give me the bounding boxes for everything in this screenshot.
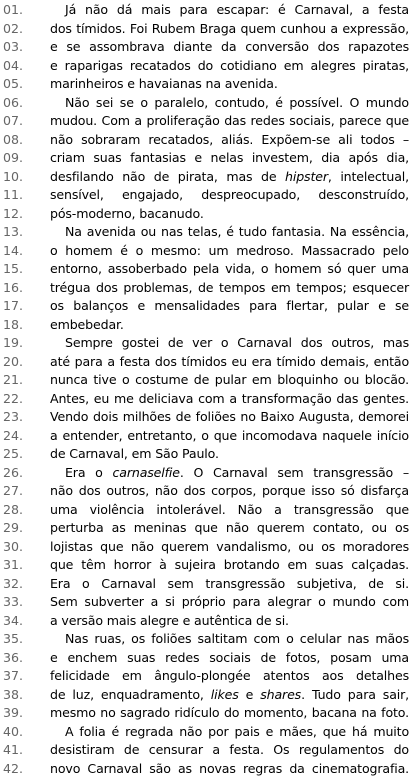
line-number: 22. <box>3 390 24 406</box>
line-number: 01. <box>3 2 24 17</box>
text-line <box>0 205 413 224</box>
text-line <box>0 704 413 723</box>
line-number: 41. <box>3 742 24 757</box>
line-number: 19. <box>3 335 24 350</box>
line-number: 40. <box>3 723 24 739</box>
line-number: 11. <box>3 187 24 202</box>
line-number: 10. <box>3 168 24 184</box>
text-line <box>0 464 413 483</box>
text-line <box>0 445 413 464</box>
line-text: que têm horror à sujeira brotando em suas calçadas. <box>50 557 409 572</box>
line-text: mesmo no sagrado ridículo do momento, bacana na foto. <box>50 705 409 720</box>
line-number: 27. <box>3 483 24 498</box>
text-line <box>0 131 413 150</box>
line-number: 29. <box>3 520 24 535</box>
line-number: 34. <box>3 612 24 628</box>
line-text: Sem subverter a si próprio para alegrar o mundo com <box>50 594 409 609</box>
text-line <box>0 686 413 705</box>
line-text: A folia é regrada não por pais e mães, que há muito <box>65 723 409 739</box>
line-text: nunca tive o costume de pular em bloquinho ou blocão. <box>50 372 409 387</box>
text-line <box>0 279 413 298</box>
line-number: 25. <box>3 446 24 461</box>
line-text: Nas ruas, os foliões saltitam com o celular nas mãos <box>65 631 409 646</box>
line-number: 35. <box>3 631 24 646</box>
line-text: felicidade em ângulo-plongée atentos aos detalhes <box>50 668 409 683</box>
line-number: 23. <box>3 409 24 424</box>
text-line <box>0 149 413 168</box>
line-number: 07. <box>3 113 24 128</box>
text-line <box>0 186 413 205</box>
line-text: trégua dos problemas, de tempos em tempos; esquecer <box>50 279 409 295</box>
text-line <box>0 575 413 594</box>
line-text: o homem é o mesmo: um medroso. Massacrado pelo <box>50 242 409 258</box>
line-number: 28. <box>3 501 24 517</box>
line-number: 05. <box>3 76 24 91</box>
line-text: não dos outros, não dos corpos, porque isso só disfarça <box>50 483 409 498</box>
text-line <box>0 316 413 335</box>
line-number: 17. <box>3 298 24 313</box>
text-line <box>0 519 413 538</box>
line-text: perturba as meninas que não querem contato, ou os <box>50 520 409 535</box>
line-text: novo Carnaval são as novas regras da cinematografia. <box>50 760 409 776</box>
text-line <box>0 242 413 261</box>
text-line <box>0 260 413 279</box>
text-line <box>0 667 413 686</box>
text-line <box>0 427 413 446</box>
line-number: 38. <box>3 686 24 702</box>
text-line <box>0 20 413 39</box>
line-number: 42. <box>3 760 24 776</box>
line-text: desistiram de censurar a festa. Os regulamentos do <box>50 742 409 757</box>
line-number: 14. <box>3 242 24 258</box>
line-text: embebedar. <box>50 316 124 332</box>
line-number: 24. <box>3 427 24 443</box>
line-text: a entender, entretanto, o que incomodava naquele início <box>50 427 409 443</box>
line-text: marinheiros e havaianas na avenida. <box>50 76 278 91</box>
text-line <box>0 630 413 649</box>
text-line <box>0 482 413 501</box>
line-text: mudou. Com a proliferação das redes sociais, parece que <box>50 113 409 128</box>
line-text: Sempre gostei de ver o Carnaval dos outros, mas <box>65 335 409 350</box>
text-line <box>0 593 413 612</box>
line-number: 02. <box>3 20 24 36</box>
text-line <box>0 612 413 631</box>
line-text: de luz, enquadramento, likes e shares. Tudo para sair, <box>50 686 409 702</box>
line-number: 13. <box>3 224 24 239</box>
line-text: Vendo dois milhões de foliões no Baixo Augusta, demorei <box>50 409 409 424</box>
line-text: entorno, assoberbado pela vida, o homem só quer uma <box>50 261 409 276</box>
line-text: sensível, engajado, despreocupado, desconstruído, <box>50 187 409 202</box>
text-line <box>0 75 413 94</box>
text-line <box>0 760 413 779</box>
line-number: 37. <box>3 668 24 683</box>
line-text: os balanços e mensalidades para flertar, pular e se <box>50 298 409 313</box>
line-text: não sobraram recatados, aliás. Expõem-se ali todos – <box>50 131 409 147</box>
text-line <box>0 390 413 409</box>
line-number: 26. <box>3 464 24 480</box>
text-line <box>0 741 413 760</box>
line-number: 04. <box>3 57 24 73</box>
text-line <box>0 501 413 520</box>
text-line <box>0 371 413 390</box>
text-line <box>0 223 413 242</box>
text-line <box>0 723 413 742</box>
line-number: 33. <box>3 594 24 609</box>
line-text: e se assombrava diante da conversão dos rapazotes <box>50 39 409 54</box>
line-text: Não sei se o paralelo, contudo, é possível. O mundo <box>65 94 409 110</box>
line-number: 09. <box>3 150 24 165</box>
text-line <box>0 168 413 187</box>
line-text: Era o Carnaval sem transgressão subjetiva, de si. <box>50 575 409 591</box>
text-line <box>0 297 413 316</box>
text-line <box>0 57 413 76</box>
line-text: pós-moderno, bacanudo. <box>50 205 204 221</box>
text-line <box>0 112 413 131</box>
line-number: 39. <box>3 705 24 720</box>
line-number: 36. <box>3 649 24 665</box>
line-text: Era o carnaselfie. O Carnaval sem transgressão – <box>65 464 409 480</box>
line-text: Antes, eu me deliciava com a transformação das gentes. <box>50 390 409 406</box>
line-text: Já não dá mais para escapar: é Carnaval, a festa <box>65 2 409 17</box>
line-number: 32. <box>3 575 24 591</box>
text-line <box>0 649 413 668</box>
text-line <box>0 556 413 575</box>
text-line <box>0 38 413 57</box>
line-number: 21. <box>3 372 24 387</box>
line-number: 20. <box>3 353 24 369</box>
line-number: 16. <box>3 279 24 295</box>
line-text: uma violência intolerável. Não a transgressão que <box>50 501 409 517</box>
line-number: 03. <box>3 39 24 54</box>
text-line <box>0 538 413 557</box>
line-number: 08. <box>3 131 24 147</box>
line-text: até para a festa dos tímidos eu era tímido demais, então <box>50 353 409 369</box>
line-number: 18. <box>3 316 24 332</box>
line-text: de Carnaval, em São Paulo. <box>50 446 219 461</box>
line-text: desfilando não de pirata, mas de hipster, intelectual, <box>50 168 409 184</box>
text-line <box>0 353 413 372</box>
line-number: 30. <box>3 538 24 554</box>
line-text: e enchem suas redes sociais de fotos, posam uma <box>50 649 409 665</box>
line-number: 31. <box>3 557 24 572</box>
line-text: criam suas fantasias e nelas investem, dia após dia, <box>50 150 409 165</box>
line-text: e raparigas recatados do cotidiano em alegres piratas, <box>50 57 409 73</box>
text-line <box>0 94 413 113</box>
line-text: Na avenida ou nas telas, é tudo fantasia. Na essência, <box>65 224 409 239</box>
line-text: a versão mais alegre e autêntica de si. <box>50 612 289 628</box>
line-text: lojistas que não querem vandalismo, ou os moradores <box>50 538 409 554</box>
line-number: 06. <box>3 94 24 110</box>
text-line <box>0 408 413 427</box>
line-number: 15. <box>3 261 24 276</box>
text-line <box>0 1 413 20</box>
line-number: 12. <box>3 205 24 221</box>
text-line <box>0 334 413 353</box>
line-text: dos tímidos. Foi Rubem Braga quem cunhou a expressão, <box>50 20 409 36</box>
